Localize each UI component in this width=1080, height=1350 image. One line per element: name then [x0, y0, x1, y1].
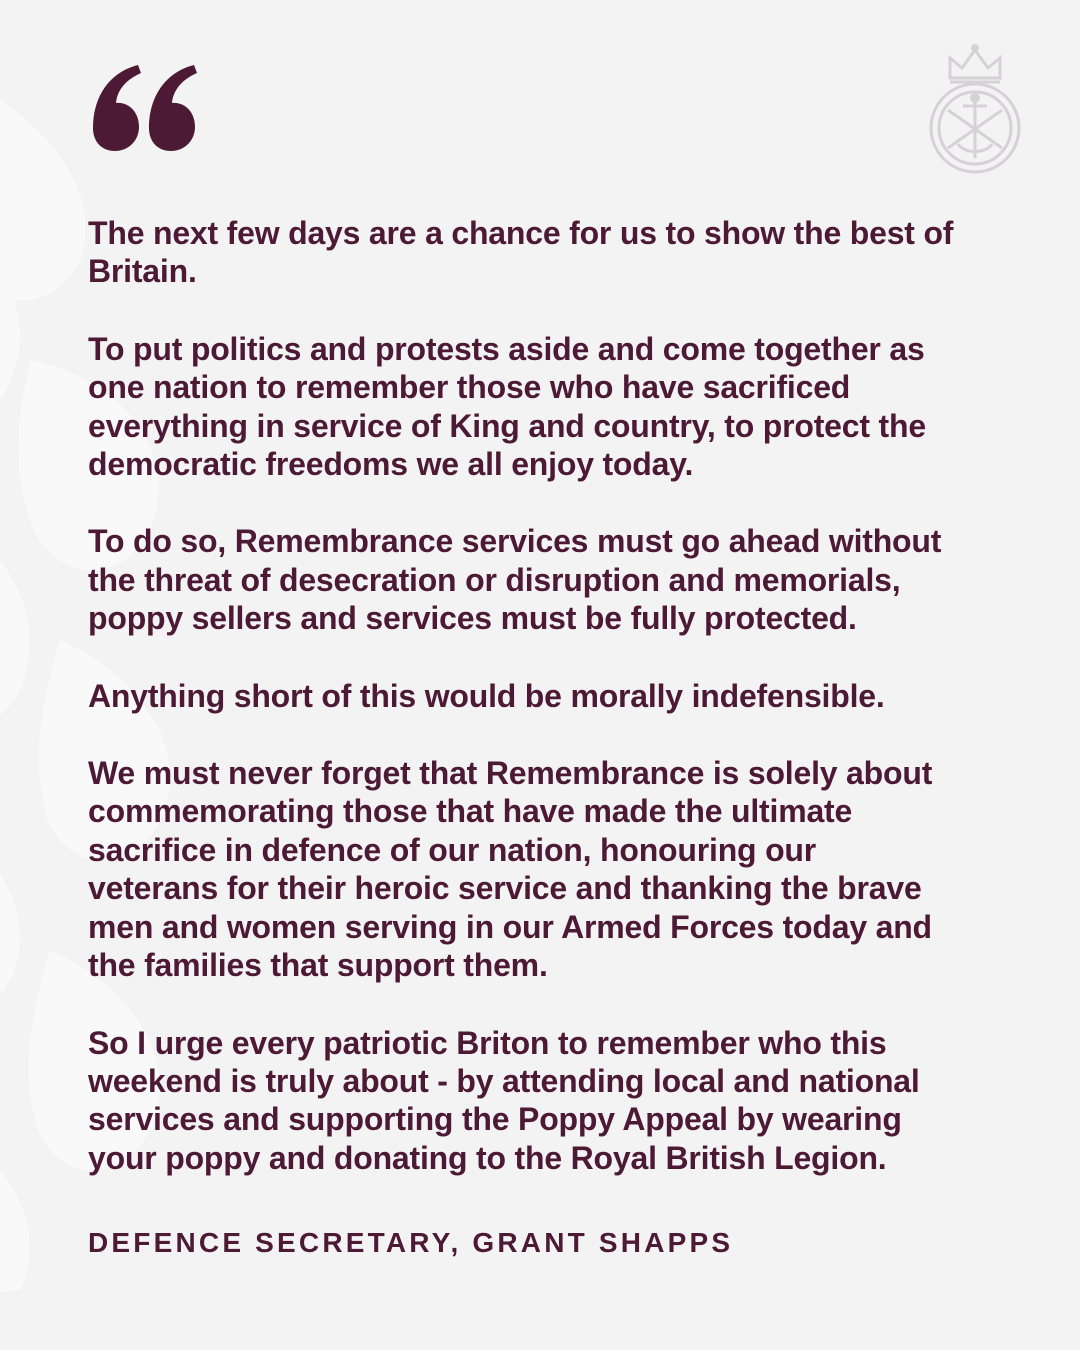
statement-paragraph-1: The next few days are a chance for us to show the best of Britain.: [88, 215, 954, 290]
attribution: DEFENCE SECRETARY, GRANT SHAPPS: [88, 1227, 734, 1258]
ministry-of-defence-crest-icon: [920, 40, 1030, 176]
statement-paragraph-2: To put politics and protests aside and come together as one nation to remember those who have sacrificed everything in service of King and country, to protect the democratic freedoms we all enjoy today.: [88, 330, 926, 483]
statement-paragraph-3: To do so, Remembrance services must go ahead without the threat of desecration or disruption and memorials, poppy sellers and services must be fully protected.: [88, 523, 942, 637]
statement-paragraph-5: We must never forget that Remembrance is solely about commemorating those that have made the ultimate sacrifice in defence of our nation, honouring our veterans for their heroic service and thanking the brave men and women serving in our Armed Forces today and the families that support them.: [88, 755, 933, 984]
statement-paragraph-4: Anything short of this would be morally indefensible.: [88, 677, 885, 714]
statement-quote: [88, 214, 1008, 1216]
open-double-quote-icon: [88, 62, 200, 152]
statement-paragraph-6: So I urge every patriotic Briton to remember who this weekend is truly about - by attending local and national services and supporting the Poppy Appeal by wearing your poppy and donating to the Royal British Legion.: [88, 1024, 920, 1176]
